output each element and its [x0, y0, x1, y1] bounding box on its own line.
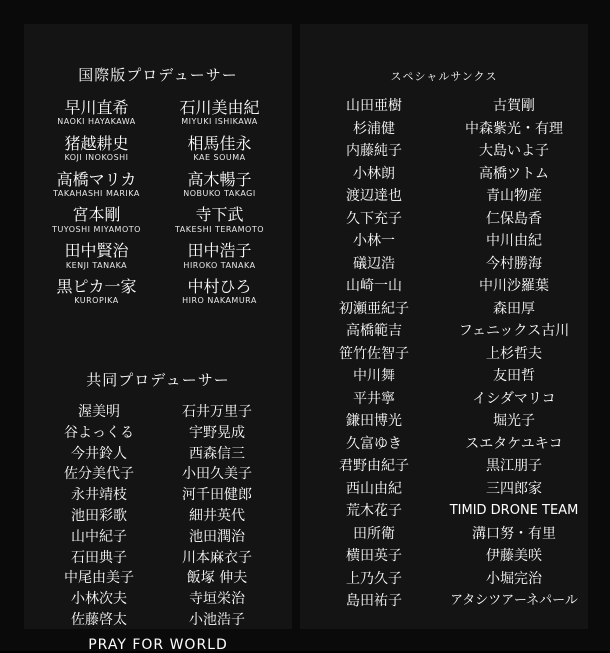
- credit-name: 西山由紀: [346, 480, 402, 497]
- credit-name: 久下充子: [346, 210, 402, 227]
- credit-name: 今村勝海: [486, 255, 542, 272]
- credit-name: 細井英代: [189, 507, 245, 524]
- credit-name: 山田亜樹: [346, 98, 402, 114]
- credit-name-jp: 猪越耕史: [64, 133, 129, 153]
- credit-name: 池田彩歌: [71, 507, 127, 524]
- credit-name: 小堀完治: [486, 570, 542, 587]
- credit-name-jp: 寺下武: [195, 205, 244, 225]
- credit-name: 溝口努・有里: [472, 525, 556, 542]
- credit-name: 上杉哲夫: [486, 345, 542, 362]
- credit-name: 小林一: [353, 233, 395, 249]
- credit-entry: [38, 206, 155, 235]
- credit-name: 永井靖枝: [71, 487, 127, 504]
- credit-entry: [161, 171, 278, 200]
- credit-name: イシダマリコ: [472, 390, 556, 407]
- co-producer-title: 共同プロデューサー: [86, 371, 230, 389]
- credit-name: 飯塚 伸夫: [186, 570, 248, 587]
- credit-name: 池田潤治: [189, 528, 245, 545]
- credit-name: 大島いよ子: [479, 143, 549, 159]
- credit-name: 鎌田博光: [346, 413, 402, 429]
- credit-name: 横田英子: [346, 548, 402, 564]
- credit-name: 堀光子: [493, 413, 535, 429]
- credit-name: 笹竹佐智子: [339, 345, 409, 362]
- credit-name-jp: 田中賢治: [64, 241, 129, 261]
- special-thanks-grid: [300, 98, 588, 611]
- credit-entry: [38, 242, 155, 271]
- credit-name: 佐分美代子: [64, 466, 134, 483]
- credit-name: 小池浩子: [189, 611, 245, 628]
- credit-name: 久富ゆき: [346, 435, 402, 452]
- credit-name: 黒江朋子: [486, 458, 542, 474]
- credit-name: 君野由紀子: [339, 458, 409, 474]
- credit-name: 渥美明: [78, 404, 120, 420]
- credit-name-romaji: NAOKI HAYAKAWA: [57, 117, 136, 127]
- credit-entry: [38, 135, 155, 164]
- credit-name: 初瀬亜紀子: [339, 300, 409, 317]
- credit-name-jp: 高木暢子: [187, 169, 252, 189]
- credit-name-jp: 黒ピカ一家: [56, 276, 137, 296]
- credit-name: 島田祐子: [346, 593, 402, 609]
- credit-name-romaji: KOJI INOKOSHI: [64, 153, 129, 163]
- left-credits-panel: [24, 24, 292, 653]
- credit-name: 石田典子: [71, 549, 127, 566]
- credit-name: 山崎一山: [346, 278, 402, 294]
- credit-name: 佐藤啓太: [71, 611, 127, 628]
- credit-name: 谷よっくる: [64, 424, 134, 441]
- credit-name: 小林次夫: [71, 591, 127, 608]
- credit-entry: [161, 206, 278, 235]
- credit-name: スエタケユキコ: [465, 435, 563, 452]
- credit-name-jp: 相馬佳永: [187, 133, 252, 153]
- credit-name-romaji: TAKAHASHI MARIKA: [53, 188, 140, 198]
- credit-entry: [38, 278, 155, 307]
- credit-name: 高橋範吉: [346, 323, 402, 339]
- credit-name-romaji: KUROPIKA: [74, 296, 119, 306]
- credit-name: 中川沙羅葉: [479, 278, 549, 294]
- credit-name-jp: 田中浩子: [187, 241, 252, 261]
- credit-name-romaji: KENJI TANAKA: [65, 260, 128, 270]
- credit-name: 中森紫光・有理: [465, 120, 563, 137]
- credit-name: 中川舞: [353, 368, 395, 384]
- credit-entry: [38, 171, 155, 200]
- co-producer-grid: [24, 404, 292, 629]
- credit-name: 伊藤美咲: [486, 548, 542, 564]
- credit-name-romaji: NOBUKO TAKAGI: [183, 188, 256, 198]
- special-thanks-section: [300, 68, 588, 611]
- credit-name-romaji: HIROKO TANAKA: [183, 260, 256, 270]
- credit-entry: [161, 242, 278, 271]
- credit-name-romaji: KAE SOUMA: [193, 153, 246, 163]
- right-credits-panel: [300, 24, 588, 629]
- credit-name: 高橋ツトム: [479, 165, 549, 182]
- credit-name: 山中紀子: [71, 528, 127, 545]
- credit-name: アタシツアーネパール: [450, 593, 578, 608]
- credit-name-jp: 宮本剛: [72, 205, 121, 225]
- credit-name: 友田哲: [493, 368, 535, 384]
- credit-name: 上乃久子: [346, 570, 402, 587]
- co-producer-section: [24, 369, 292, 653]
- credit-name: 内藤純子: [346, 143, 402, 159]
- credit-name: 中尾由美子: [64, 570, 134, 587]
- credit-entry: [161, 99, 278, 128]
- credit-name-romaji: HIRO NAKAMURA: [182, 296, 257, 306]
- credit-name: 杉浦健: [353, 120, 395, 137]
- credit-name-romaji: TUYOSHI MIYAMOTO: [52, 224, 141, 234]
- credit-name-jp: 石川美由紀: [179, 98, 260, 117]
- credit-name: 森田厚: [493, 300, 535, 317]
- credit-name: 青山物産: [486, 188, 542, 204]
- credit-name: 中川由紀: [486, 233, 542, 249]
- pray-for-world-line: PRAY FOR WORLD: [88, 636, 228, 653]
- credit-name: 仁保島香: [486, 210, 542, 227]
- international-producer-grid: [24, 99, 292, 307]
- credit-name: 荒木花子: [346, 503, 402, 519]
- credit-name-romaji: TAKESHI TERAMOTO: [174, 224, 265, 234]
- credit-entry: [161, 278, 278, 307]
- credit-name: 石井万里子: [182, 404, 252, 420]
- credit-name-jp: 中村ひろ: [187, 276, 252, 296]
- credit-name: 平井寧: [353, 390, 395, 407]
- credit-name: 川本麻衣子: [182, 549, 252, 566]
- credit-name: 礒辺浩: [353, 255, 395, 272]
- credit-name-jp: 高橋マリカ: [56, 169, 137, 189]
- credit-name-jp: 早川直希: [64, 98, 129, 117]
- credit-name: 田所衛: [353, 525, 395, 542]
- credit-name: 古賀剛: [493, 98, 535, 114]
- international-producer-title: 国際版プロデューサー: [78, 66, 238, 84]
- credit-name: フェニックス古川: [458, 323, 570, 339]
- credit-entry: [161, 135, 278, 164]
- credit-name: 宇野晃成: [189, 424, 245, 441]
- credit-name-romaji: MIYUKI ISHIKAWA: [181, 117, 258, 127]
- credit-name: 今井鈴人: [71, 445, 127, 462]
- credit-name: 三四郎家: [486, 480, 542, 497]
- credit-name: 西森信三: [189, 445, 245, 462]
- credit-name: 寺垣栄治: [189, 591, 245, 608]
- credit-name: 河千田健郎: [182, 487, 252, 504]
- special-thanks-title: スペシャルサンクス: [390, 70, 498, 83]
- international-producer-section: [24, 64, 292, 307]
- credit-name: 渡辺達也: [346, 188, 402, 204]
- credit-entry: [38, 99, 155, 128]
- credit-name: TIMID DRONE TEAM: [449, 503, 579, 518]
- credit-name: 小田久美子: [182, 466, 252, 483]
- credit-name: 小林朗: [353, 165, 395, 182]
